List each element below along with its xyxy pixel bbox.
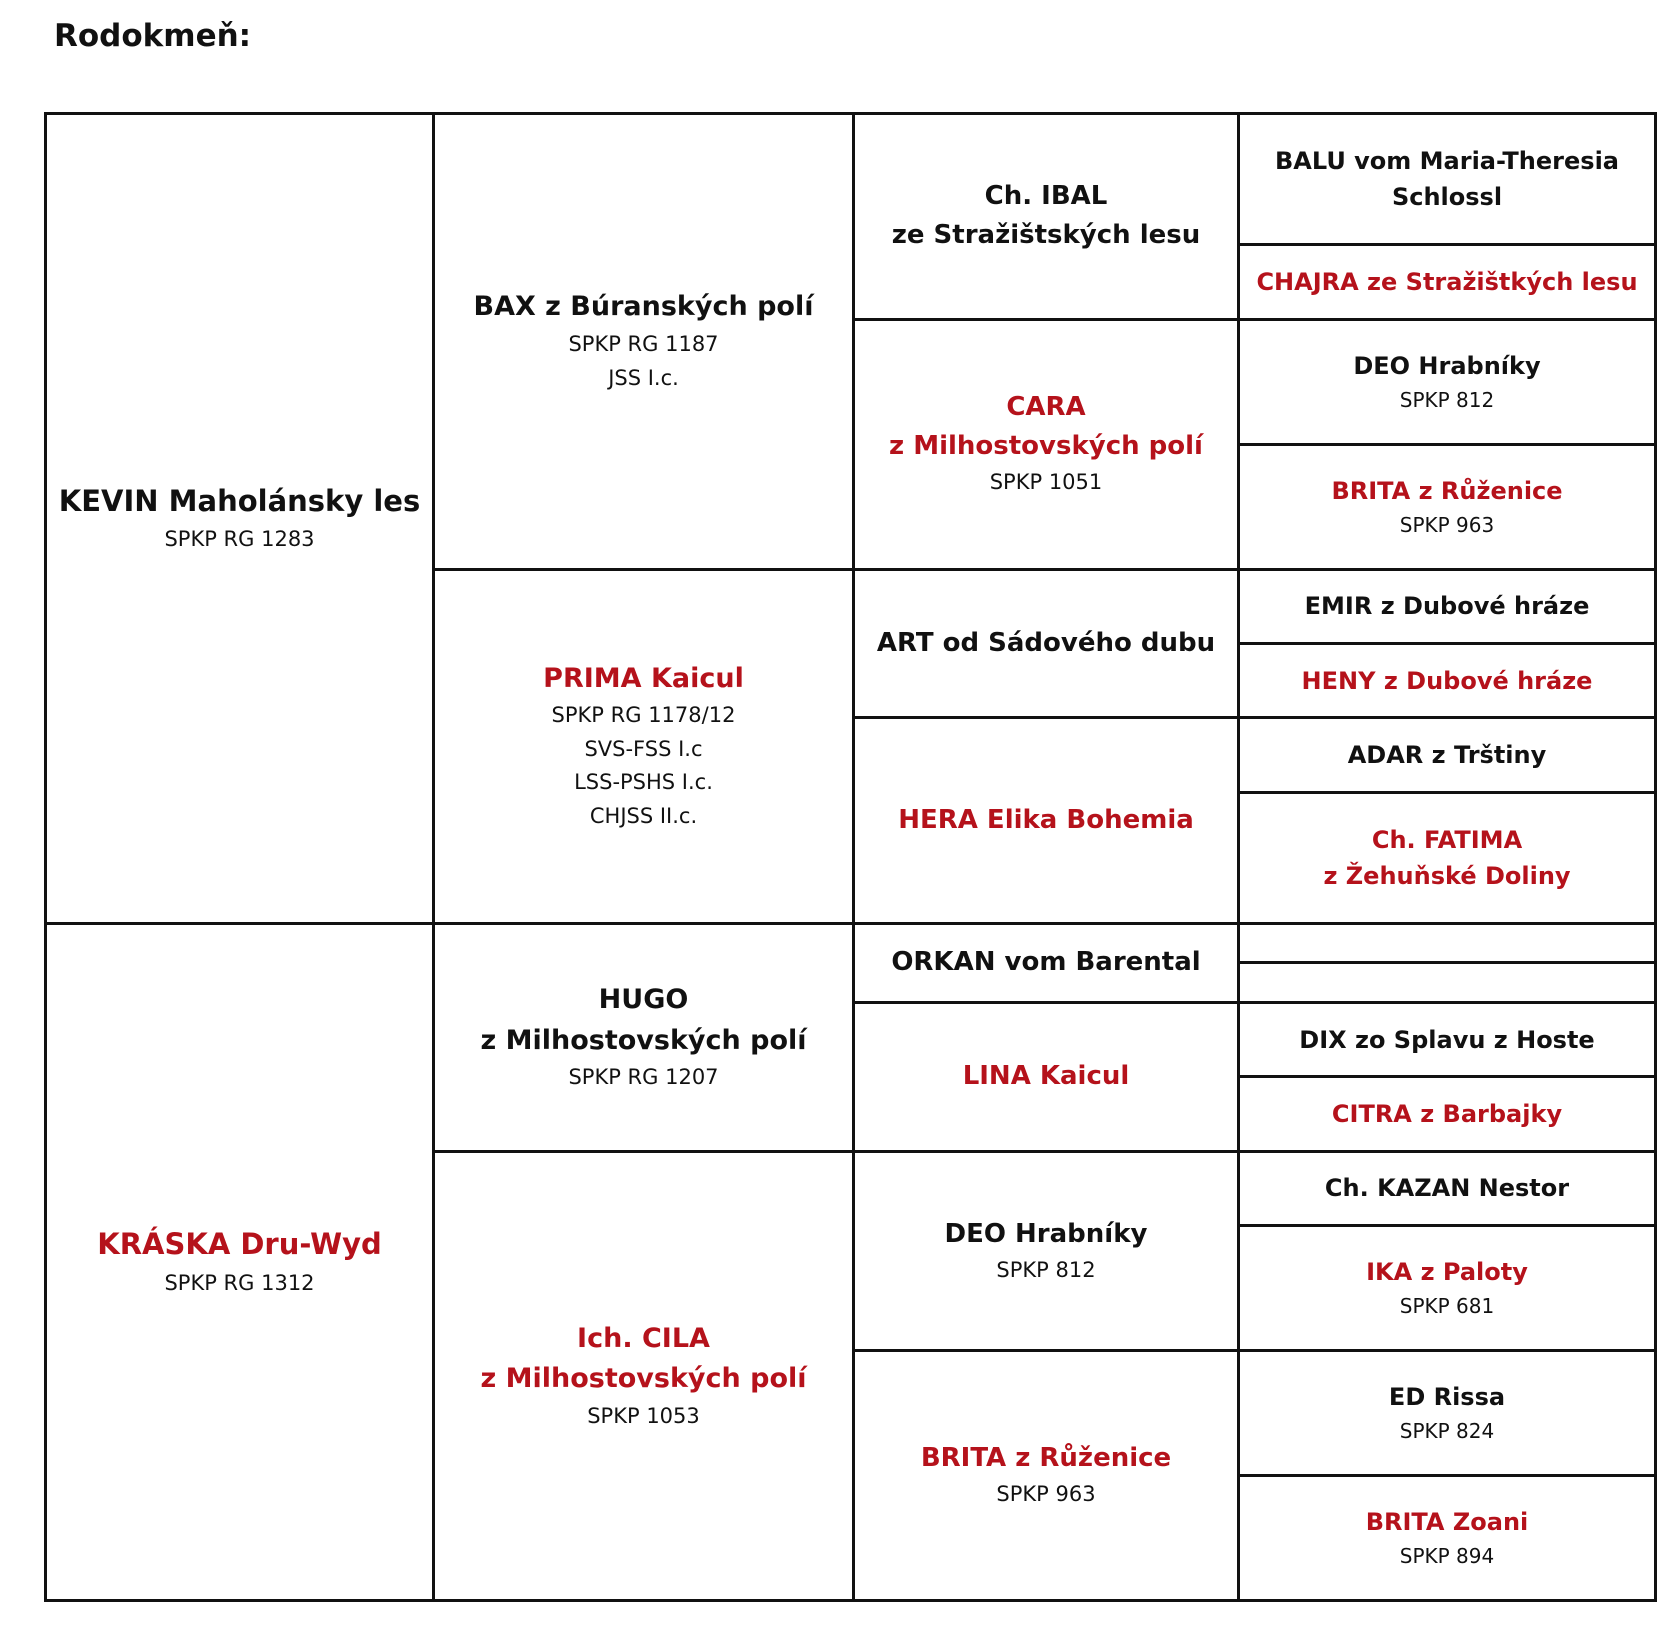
sss-name-line1: Ch. IBAL [984, 181, 1108, 212]
dsdd-name: CITRA z Barbajky [1331, 1100, 1563, 1129]
ddsd-name: IKA z Paloty [1366, 1258, 1528, 1287]
dss-name: ORKAN vom Barental [891, 947, 1201, 978]
sire-name: KEVIN Maholánsky les [58, 483, 421, 518]
sd-note-1: SVS-FSS I.c [584, 736, 703, 761]
sdds-name: ADAR z Trštiny [1347, 740, 1547, 769]
sdss-cell [1239, 569, 1656, 643]
dam-cell [46, 923, 434, 1600]
dssd-cell [1239, 963, 1656, 1003]
sire-reg: SPKP RG 1283 [164, 527, 315, 552]
ddss-name: Ch. KAZAN Nestor [1324, 1174, 1570, 1203]
sss-name-line2: ze Stražištských lesu [891, 220, 1201, 251]
dd-name-line2: z Milhostovských polí [480, 1363, 807, 1395]
ssd-cell [854, 319, 1239, 569]
ssd-name-line1: CARA [1006, 392, 1086, 423]
ssdd-name: BRITA z Růženice [1331, 476, 1563, 505]
ddd-reg: SPKP 963 [996, 1482, 1096, 1507]
ss-cell [434, 114, 854, 570]
ssds-cell [1239, 319, 1656, 444]
ssss-cell [1239, 114, 1656, 245]
dds-cell [854, 1151, 1239, 1350]
dsss-cell [1239, 923, 1656, 963]
sddd-name-line1: Ch. FATIMA [1371, 825, 1523, 854]
ssd-reg: SPKP 1051 [989, 470, 1103, 495]
ds-reg: SPKP RG 1207 [568, 1065, 719, 1089]
ss-name: BAX z Búranských polí [473, 291, 814, 323]
dsd-cell [854, 1003, 1239, 1152]
sdsd-name: HENY z Dubové hráze [1301, 666, 1593, 695]
dds-reg: SPKP 812 [996, 1257, 1096, 1282]
sssd-name: CHAJRA ze Stražištkých lesu [1256, 267, 1638, 296]
ddds-cell [1239, 1351, 1656, 1476]
ds-cell [434, 923, 854, 1151]
pedigree-table [44, 112, 1657, 1602]
sssd-cell [1239, 245, 1656, 319]
sdd-cell [854, 718, 1239, 924]
ssds-name: DEO Hrabníky [1353, 351, 1541, 380]
sdss-name: EMIR z Dubové hráze [1304, 592, 1590, 621]
sds-cell [854, 569, 1239, 718]
ddss-cell [1239, 1151, 1656, 1225]
ddsd-reg: SPKP 681 [1399, 1294, 1495, 1319]
sd-note-3: CHJSS II.c. [589, 804, 698, 829]
ddds-reg: SPKP 824 [1399, 1418, 1495, 1443]
sire-cell [46, 114, 434, 924]
sddd-cell [1239, 792, 1656, 923]
ssss-name-line1: BALU vom Maria-Theresia [1275, 147, 1619, 176]
dddd-reg: SPKP 894 [1399, 1543, 1495, 1568]
ds-name-line2: z Milhostovských polí [480, 1024, 807, 1056]
sds-name: ART od Sádového dubu [876, 627, 1216, 658]
sdsd-cell [1239, 643, 1656, 717]
dd-cell [434, 1151, 854, 1600]
ds-name-line1: HUGO [598, 984, 689, 1015]
dd-reg: SPKP 1053 [587, 1403, 700, 1428]
ssds-reg: SPKP 812 [1399, 387, 1495, 412]
ss-reg: SPKP RG 1187 [568, 331, 719, 356]
dddd-name: BRITA Zoani [1365, 1507, 1529, 1536]
dam-reg: SPKP RG 1312 [164, 1270, 315, 1295]
sdd-name: HERA Elika Bohemia [898, 805, 1194, 836]
sd-note-2: LSS-PSHS I.c. [574, 770, 713, 795]
ddsd-cell [1239, 1226, 1656, 1351]
dss-cell [854, 923, 1239, 1002]
sdds-cell [1239, 718, 1656, 792]
sss-cell [854, 114, 1239, 320]
ss-note: JSS I.c. [608, 365, 679, 390]
dsd-name: LINA Kaicul [962, 1061, 1130, 1092]
ssdd-cell [1239, 444, 1656, 569]
dam-name: KRÁSKA Dru-Wyd [97, 1227, 382, 1262]
dddd-cell [1239, 1475, 1656, 1600]
dsds-cell [1239, 1003, 1656, 1077]
ddd-name: BRITA z Růženice [920, 1443, 1172, 1474]
ssdd-reg: SPKP 963 [1399, 512, 1495, 537]
dds-name: DEO Hrabníky [944, 1218, 1148, 1249]
sddd-name-line2: z Žehuňské Doliny [1323, 861, 1571, 890]
ssd-name-line2: z Milhostovských polí [889, 431, 1203, 462]
ddds-name: ED Rissa [1388, 1382, 1506, 1411]
ddd-cell [854, 1351, 1239, 1601]
sd-reg: SPKP RG 1178/12 [551, 703, 736, 728]
dsds-name: DIX zo Splavu z Hoste [1299, 1025, 1595, 1054]
page-title: Rodokmeň: [54, 18, 252, 54]
dsdd-cell [1239, 1077, 1656, 1151]
sd-name: PRIMA Kaicul [543, 662, 744, 694]
ssss-name-line2: Schlossl [1391, 183, 1503, 212]
dd-name-line1: Ich. CILA [577, 1322, 710, 1354]
sd-cell [434, 569, 854, 923]
